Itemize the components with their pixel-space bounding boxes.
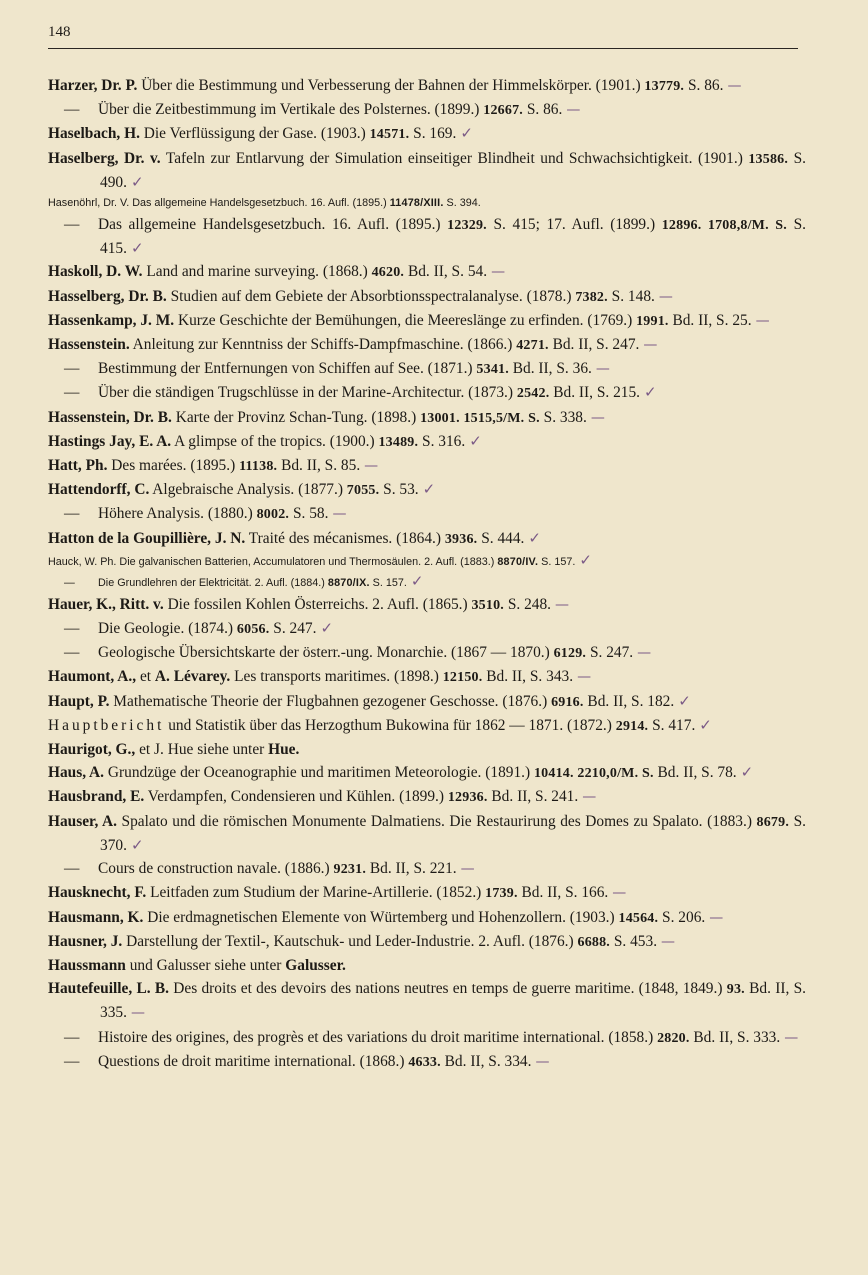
- entry-location: Bd. II, S. 182.: [583, 692, 675, 710]
- dash-mark: —: [535, 1053, 550, 1070]
- entry-location: S. 86.: [684, 77, 724, 94]
- index-entry: [48, 357, 806, 381]
- entry-location: S. 338.: [539, 408, 587, 426]
- entry-location: Bd. II, S. 335.: [100, 980, 806, 1022]
- index-entry: [48, 551, 806, 572]
- entry-catalog-number: 13779.: [644, 79, 685, 94]
- entry-location: S. 444.: [477, 529, 525, 547]
- index-entry: [48, 309, 806, 333]
- entry-title: Tafeln zur Entlarvung der Simulation einseitiger Blindheit und Schwachsichtigkeit. (1901.): [160, 149, 749, 167]
- index-entry: [48, 617, 806, 641]
- entry-title: et: [136, 668, 155, 686]
- entry-catalog-number: 5341.: [476, 362, 509, 378]
- entry-catalog-number: 3936.: [444, 531, 478, 547]
- entry-title: Questions de droit maritime international. (1868.): [98, 1052, 409, 1070]
- entry-author: Hausmann, K.: [48, 908, 144, 926]
- entry-title: Die Geologie. (1874.): [98, 620, 237, 638]
- ditto-dash: —: [64, 620, 80, 638]
- index-entry: [48, 333, 806, 357]
- index-entry: [48, 1026, 806, 1050]
- entry-catalog-number: 3510.: [471, 597, 504, 613]
- entry-catalog-number: 1739.: [485, 886, 518, 902]
- entry-catalog-number: 6056.: [236, 622, 270, 638]
- index-entry: [48, 147, 806, 194]
- entry-author: Galusser.: [285, 956, 346, 974]
- checkmark-icon: ✓: [130, 835, 144, 854]
- entry-catalog-number: 93.: [726, 982, 745, 998]
- ditto-dash: —: [64, 101, 80, 119]
- entry-location: S. 417.: [648, 716, 696, 734]
- entry-catalog-number: 11478/XIII.: [389, 197, 444, 210]
- entry-title: Kurze Geschichte der Bemühungen, die Meereslänge zu erfinden. (1769.): [174, 311, 637, 329]
- entry-location: Bd. II, S. 334.: [440, 1052, 532, 1070]
- entry-location: S. 394.: [443, 197, 481, 210]
- entry-catalog-number: 8870/IX.: [327, 576, 370, 589]
- entry-location: Bd. II, S. 333.: [689, 1028, 781, 1046]
- checkmark-icon: ✓: [130, 172, 144, 191]
- entry-location: S. 148.: [607, 287, 655, 305]
- entry-location: S. 370.: [100, 812, 806, 854]
- dash-mark: —: [661, 933, 676, 950]
- entry-location: S. 415.: [100, 216, 806, 258]
- entry-title: Geologische Übersichtskarte der österr.-ung. Monarchie. (1867 — 1870.): [98, 644, 554, 662]
- index-entry: [48, 194, 806, 213]
- checkmark-icon: ✓: [678, 691, 691, 710]
- entry-catalog-number: 4620.: [371, 265, 405, 281]
- ditto-dash: —: [64, 216, 80, 234]
- entry-author: Hassenkamp, J. M.: [48, 311, 175, 329]
- dash-mark: —: [130, 1005, 145, 1022]
- entry-catalog-number: 6916.: [551, 694, 584, 710]
- index-entry: [48, 761, 806, 785]
- entry-author: Haurigot, G.,: [48, 741, 136, 759]
- index-entry: [48, 430, 806, 454]
- dash-mark: —: [595, 361, 610, 378]
- entry-title: Traité des mécanismes. (1864.): [245, 529, 445, 547]
- ditto-dash: —: [64, 360, 80, 378]
- index-entry: [48, 810, 806, 857]
- index-entry: [48, 285, 806, 309]
- entry-catalog-number: 13586.: [748, 151, 789, 167]
- entry-catalog-number: 9231.: [333, 862, 367, 878]
- entry-author: Hassenstein.: [48, 336, 130, 354]
- entry-title: Histoire des origines, des progrès et des variations du droit maritime international. (1858.): [98, 1028, 658, 1046]
- entry-catalog-number: 12150.: [442, 670, 483, 686]
- checkmark-icon: ✓: [699, 715, 712, 734]
- dash-mark: —: [727, 78, 742, 94]
- entry-title: Die fossilen Kohlen Österreichs. 2. Aufl. (1865.): [163, 595, 472, 613]
- entry-title: Hasenöhrl, Dr. V. Das allgemeine Handelsgesetzbuch. 16. Aufl. (1895.): [48, 197, 390, 210]
- index-entry: [48, 122, 806, 146]
- entry-title: Anleitung zur Kenntniss der Schiffs-Dampfmaschine. (1866.): [129, 336, 517, 354]
- entry-title: Spalato und die römischen Monumente Dalmatiens. Die Restaurirung des Domes zu Spalato. (1883.): [116, 812, 757, 830]
- entry-location: S. 86.: [522, 101, 563, 119]
- entry-title: Darstellung der Textil-, Kautschuk- und Leder-Industrie. 2. Aufl. (1876.): [122, 932, 578, 950]
- checkmark-icon: ✓: [740, 763, 754, 782]
- entry-author: Hatt, Ph.: [48, 457, 108, 475]
- index-entry: [48, 454, 806, 478]
- entry-author: A. Lévarey.: [154, 668, 231, 686]
- entry-title: Bestimmung der Entfernungen von Schiffen auf See. (1871.): [98, 360, 477, 378]
- index-entry: [48, 98, 806, 122]
- entry-author: Haskoll, D. W.: [48, 263, 143, 281]
- index-entry: [48, 213, 806, 260]
- dash-mark: —: [612, 885, 627, 902]
- entry-author: Haus, A.: [48, 764, 105, 782]
- index-entry: [48, 527, 806, 551]
- index-entries: [48, 74, 806, 1074]
- checkmark-icon: ✓: [644, 383, 657, 402]
- ditto-dash: —: [64, 644, 80, 662]
- entry-author: Hastings Jay, E. A.: [48, 432, 172, 450]
- dash-mark: —: [577, 669, 592, 686]
- entry-location: Bd. II, S. 343.: [482, 668, 574, 686]
- entry-title: Das allgemeine Handelsgesetzbuch. 16. Aufl. (1895.): [98, 216, 448, 234]
- index-entry: [48, 881, 806, 905]
- dash-mark: —: [637, 645, 652, 662]
- entry-title: Studien auf dem Gebiete der Absorbtionsspectralanalyse. (1878.): [166, 287, 576, 305]
- entry-location: S. 247.: [269, 620, 317, 638]
- checkmark-icon: ✓: [469, 431, 482, 450]
- entry-title: Die Verflüssigung der Gase. (1903.): [139, 125, 370, 143]
- entry-location: S. 316.: [418, 432, 466, 450]
- checkmark-icon: ✓: [460, 124, 473, 143]
- entry-author: Haussmann: [48, 956, 126, 974]
- entry-title: Les transports maritimes. (1898.): [230, 668, 443, 686]
- dash-mark: —: [784, 1029, 799, 1046]
- entry-catalog-number: 6129.: [553, 646, 587, 662]
- entry-catalog-number: 2914.: [615, 718, 649, 734]
- entry-title: Verdampfen, Condensieren und Kühlen. (1899.): [144, 788, 448, 806]
- entry-title: Leitfaden zum Studium der Marine-Artillerie. (1852.): [146, 884, 486, 902]
- entry-catalog-number: 12667.: [483, 103, 523, 119]
- entry-catalog-number: 14571.: [369, 127, 410, 143]
- entry-catalog-number: 11138.: [239, 459, 278, 475]
- entry-title: A glimpse of the tropics. (1900.): [171, 432, 379, 450]
- entry-location: Bd. II, S. 215.: [549, 384, 641, 402]
- entry-location: Bd. II, S. 78.: [653, 764, 737, 782]
- entry-catalog-number: 7382.: [575, 289, 608, 305]
- index-entry: [48, 785, 806, 809]
- checkmark-icon: ✓: [579, 550, 592, 569]
- entry-author: Hue.: [268, 741, 300, 759]
- entry-author: Harzer, Dr. P.: [48, 77, 138, 94]
- index-entry: [48, 690, 806, 714]
- index-entry: [48, 665, 806, 689]
- dash-mark: —: [332, 506, 347, 523]
- index-entry: [48, 74, 806, 98]
- dash-mark: —: [590, 409, 605, 426]
- entry-author: Hassenstein, Dr. B.: [48, 408, 172, 426]
- index-entry: [48, 714, 806, 738]
- index-entry: [48, 930, 806, 954]
- entry-catalog-number: 10414. 2210,0/M. S.: [533, 766, 654, 782]
- entry-title: Hauck, W. Ph. Die galvanischen Batterien, Accumulatoren und Thermosäulen. 2. Aufl. (1883.): [48, 555, 498, 568]
- entry-title: Grundzüge der Oceanographie und maritimen Meteorologie. (1891.): [104, 764, 534, 782]
- entry-author: Hatton de la Goupillière, J. N.: [48, 529, 246, 547]
- entry-author: Haupt, P.: [48, 692, 110, 710]
- index-entry: [48, 1050, 806, 1074]
- entry-catalog-number: 13489.: [378, 434, 419, 450]
- index-entry: [48, 478, 806, 502]
- dash-mark: —: [582, 789, 597, 806]
- dash-mark: —: [643, 337, 658, 354]
- entry-title: Karte der Provinz Schan-Tung. (1898.): [171, 408, 421, 426]
- entry-catalog-number: 1991.: [636, 313, 669, 329]
- entry-catalog-number: 12936.: [447, 790, 488, 806]
- index-entry: [48, 954, 806, 977]
- entry-author: Hauser, A.: [48, 812, 117, 830]
- entry-author: Hauer, K., Ritt. v.: [48, 595, 164, 613]
- dash-mark: —: [555, 596, 570, 613]
- dash-mark: —: [460, 861, 475, 878]
- dash-mark: —: [491, 264, 506, 281]
- ditto-dash: —: [64, 576, 75, 589]
- entry-author: Hausknecht, F.: [48, 884, 147, 902]
- entry-title: Land and marine surveying. (1868.): [142, 263, 372, 281]
- checkmark-icon: ✓: [410, 571, 424, 590]
- entry-author: Haselbach, H.: [48, 125, 140, 143]
- entry-catalog-number: 2542.: [516, 386, 550, 402]
- entry-title: Cours de construction navale. (1886.): [98, 860, 334, 878]
- entry-author: Hausner, J.: [48, 932, 123, 950]
- entry-author: Hausbrand, E.: [48, 788, 145, 806]
- header-rule: [48, 48, 798, 49]
- entry-title: et J. Hue siehe unter: [135, 741, 269, 759]
- entry-location: S. 490.: [100, 149, 806, 191]
- entry-title: Über die Zeitbestimmung im Vertikale des Polsternes. (1899.): [98, 101, 484, 119]
- entry-catalog-number: 12896. 1708,8/M. S.: [661, 218, 787, 234]
- checkmark-icon: ✓: [320, 619, 334, 638]
- entry-author: Hautefeuille, L. B.: [48, 980, 169, 998]
- index-entry: [48, 572, 806, 593]
- index-entry: [48, 502, 806, 526]
- entry-location: S. 169.: [409, 125, 457, 143]
- index-entry: [48, 857, 806, 881]
- index-entry: [48, 260, 806, 284]
- entry-author: Hasselberg, Dr. B.: [48, 287, 167, 305]
- entry-location: S. 248.: [503, 595, 552, 613]
- index-entry: [48, 593, 806, 617]
- entry-catalog-number: 4633.: [408, 1054, 441, 1070]
- index-entry: [48, 906, 806, 930]
- entry-catalog-number: 6688.: [577, 934, 610, 950]
- entry-location: Bd. II, S. 36.: [508, 360, 592, 378]
- index-entry: [48, 406, 806, 430]
- entry-title: Algebraische Analysis. (1877.): [149, 481, 347, 499]
- checkmark-icon: ✓: [130, 239, 144, 258]
- entry-location: Bd. II, S. 241.: [487, 788, 579, 806]
- index-entry: [48, 738, 806, 761]
- index-entry: [48, 381, 806, 405]
- entry-title: und Galusser siehe unter: [125, 956, 286, 974]
- entry-location: S. 415; 17. Aufl. (1899.): [486, 216, 662, 234]
- checkmark-icon: ✓: [528, 528, 541, 547]
- ditto-dash: —: [64, 1028, 80, 1046]
- entry-title: Über die ständigen Trugschlüsse in der Marine-Architectur. (1873.): [98, 384, 517, 402]
- entry-location: Bd. II, S. 247.: [548, 336, 640, 354]
- entry-author: Haumont, A.,: [48, 668, 137, 686]
- entry-location: S. 453.: [610, 932, 658, 950]
- checkmark-icon: ✓: [422, 480, 436, 499]
- entry-title: Die erdmagnetischen Elemente von Würtemberg und Hohenzollern. (1903.): [143, 908, 619, 926]
- entry-author: Hattendorff, C.: [48, 481, 150, 499]
- entry-title: Über die Bestimmung und Verbesserung der Bahnen der Himmelskörper. (1901.): [137, 77, 645, 94]
- dash-mark: —: [658, 288, 673, 305]
- entry-catalog-number: 7055.: [346, 483, 380, 499]
- entry-title: Mathematische Theorie der Flugbahnen gezogener Geschosse. (1876.): [109, 692, 552, 710]
- ditto-dash: —: [64, 505, 80, 523]
- dash-mark: —: [709, 909, 724, 926]
- entry-location: S. 206.: [658, 908, 706, 926]
- entry-catalog-number: 4271.: [516, 338, 549, 354]
- entry-location: Bd. II, S. 221.: [366, 860, 457, 878]
- entry-author: Haselberg, Dr. v.: [48, 149, 161, 167]
- ditto-dash: —: [64, 1052, 80, 1070]
- entry-catalog-number: 12329.: [447, 218, 487, 234]
- entry-catalog-number: 8679.: [756, 814, 790, 830]
- entry-location: Bd. II, S. 54.: [404, 263, 488, 281]
- entry-heading: Hauptbericht: [48, 716, 165, 734]
- ditto-dash: —: [64, 384, 80, 402]
- entry-title: Höhere Analysis. (1880.): [98, 505, 257, 523]
- entry-location: S. 157.: [538, 555, 576, 568]
- entry-catalog-number: 14564.: [618, 910, 659, 926]
- entry-title: Des droits et des devoirs des nations neutres en temps de guerre maritime. (1848, 1849.): [168, 980, 727, 998]
- ditto-dash: —: [64, 860, 80, 878]
- entry-catalog-number: 2820.: [657, 1030, 690, 1046]
- entry-title: Die Grundlehren der Elektricität. 2. Aufl. (1884.): [98, 576, 328, 589]
- entry-catalog-number: 8002.: [256, 507, 290, 523]
- entry-location: Bd. II, S. 25.: [668, 311, 752, 329]
- entry-title: und Statistik über das Herzogthum Bukowina für 1862 — 1871. (1872.): [164, 716, 616, 734]
- entry-catalog-number: 13001. 1515,5/M. S.: [420, 410, 540, 426]
- entry-location: Bd. II, S. 85.: [277, 457, 361, 475]
- index-entry: [48, 977, 806, 1025]
- entry-location: S. 157.: [369, 576, 407, 589]
- entry-location: S. 247.: [586, 644, 634, 662]
- dash-mark: —: [566, 102, 581, 119]
- entry-title: Des marées. (1895.): [107, 457, 240, 475]
- index-entry: [48, 641, 806, 665]
- entry-location: Bd. II, S. 166.: [517, 884, 609, 902]
- entry-location: S. 58.: [289, 505, 329, 523]
- entry-location: S. 53.: [379, 481, 419, 499]
- dash-mark: —: [364, 458, 379, 475]
- dash-mark: —: [755, 312, 770, 329]
- page-number: 148: [48, 24, 71, 40]
- entry-catalog-number: 8870/IV.: [497, 555, 539, 568]
